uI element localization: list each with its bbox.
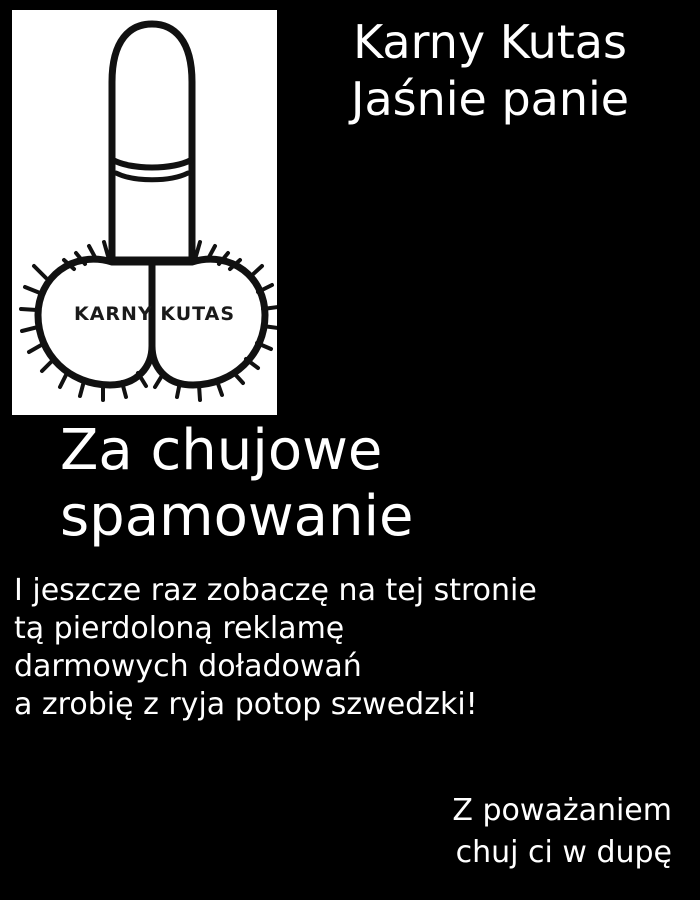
signature-line-1: Z poważaniem [452,793,672,828]
body-line-3: darmowych doładowań [14,649,362,684]
body-line-2: tą pierdoloną reklamę [14,611,345,646]
body-line-4: a zrobię z ryja potop szwedzki! [14,687,478,722]
headline-block [60,418,690,550]
karny-kutas-drawing-svg [12,10,277,415]
signature-line-2: chuj ci w dupę [455,835,672,870]
headline-line-2: spamowanie [60,484,414,549]
title-line-2: Jaśnie panie [350,72,630,126]
karny-kutas-illustration [12,10,277,415]
stamp-label: KARNY KUTAS [74,303,236,325]
title-line-1: Karny Kutas [353,15,627,69]
title-block [285,14,695,128]
signature-block [452,790,672,874]
body-block [14,572,694,724]
top-section [0,0,700,415]
body-line-1: I jeszcze raz zobaczę na tej stronie [14,573,537,608]
headline-line-1: Za chujowe [60,418,383,483]
